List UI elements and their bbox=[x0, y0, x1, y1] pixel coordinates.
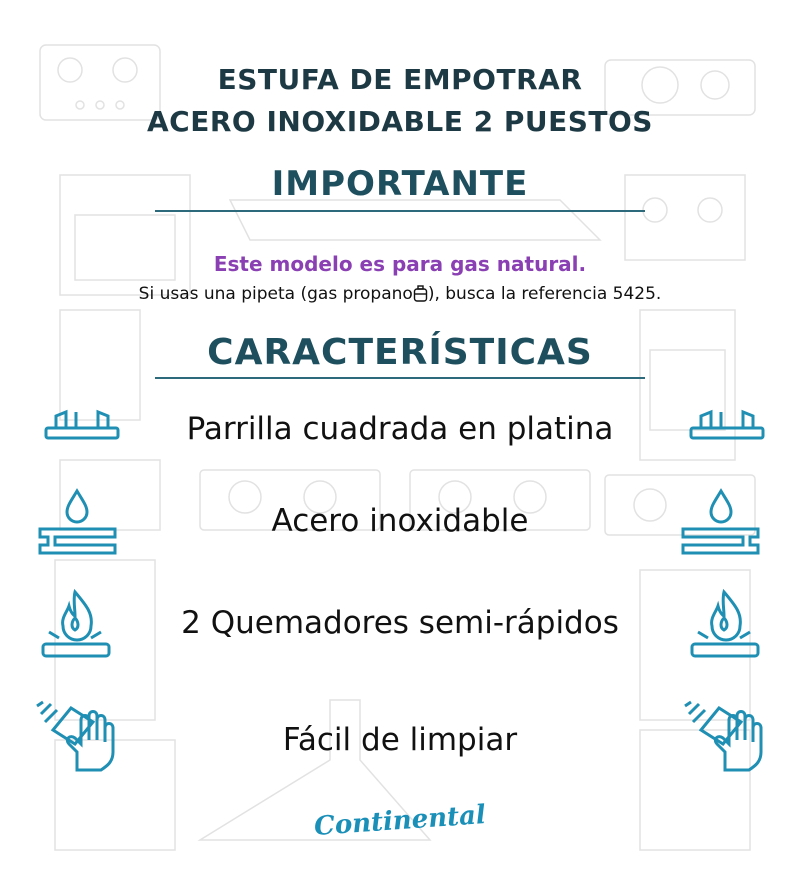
burner-flame-icon bbox=[680, 588, 770, 668]
cleaning-hand-icon bbox=[683, 700, 773, 780]
gas-cylinder-icon bbox=[413, 285, 428, 302]
product-title-line1: ESTUFA DE EMPOTRAR bbox=[217, 63, 583, 96]
feature-grate-label: Parrilla cuadrada en platina bbox=[186, 411, 614, 447]
grate-icon bbox=[683, 398, 773, 478]
cleaning-hand-icon bbox=[35, 700, 125, 780]
feature-burners-label: 2 Quemadores semi-rápidos bbox=[181, 605, 619, 641]
feature-steel-label: Acero inoxidable bbox=[271, 503, 529, 539]
note-text-before: Si usas una pipeta (gas propano bbox=[138, 284, 413, 304]
gas-type-notice: Este modelo es para gas natural. bbox=[213, 252, 587, 276]
note-text-after: ), busca la referencia 5425. bbox=[427, 284, 662, 304]
features-heading: CARACTERÍSTICAS bbox=[207, 332, 593, 373]
grate-icon bbox=[38, 398, 128, 478]
continental-logo: Continental bbox=[313, 800, 487, 842]
product-title-line2: ACERO INOXIDABLE 2 PUESTOS bbox=[147, 105, 653, 138]
propane-reference-note bbox=[0, 284, 800, 304]
steel-drop-icon bbox=[678, 485, 768, 565]
important-heading: IMPORTANTE bbox=[271, 164, 529, 204]
important-divider bbox=[155, 210, 645, 212]
steel-drop-icon bbox=[30, 485, 120, 565]
feature-cleaning-label: Fácil de limpiar bbox=[282, 722, 518, 758]
features-divider bbox=[155, 377, 645, 379]
burner-flame-icon bbox=[35, 588, 125, 668]
